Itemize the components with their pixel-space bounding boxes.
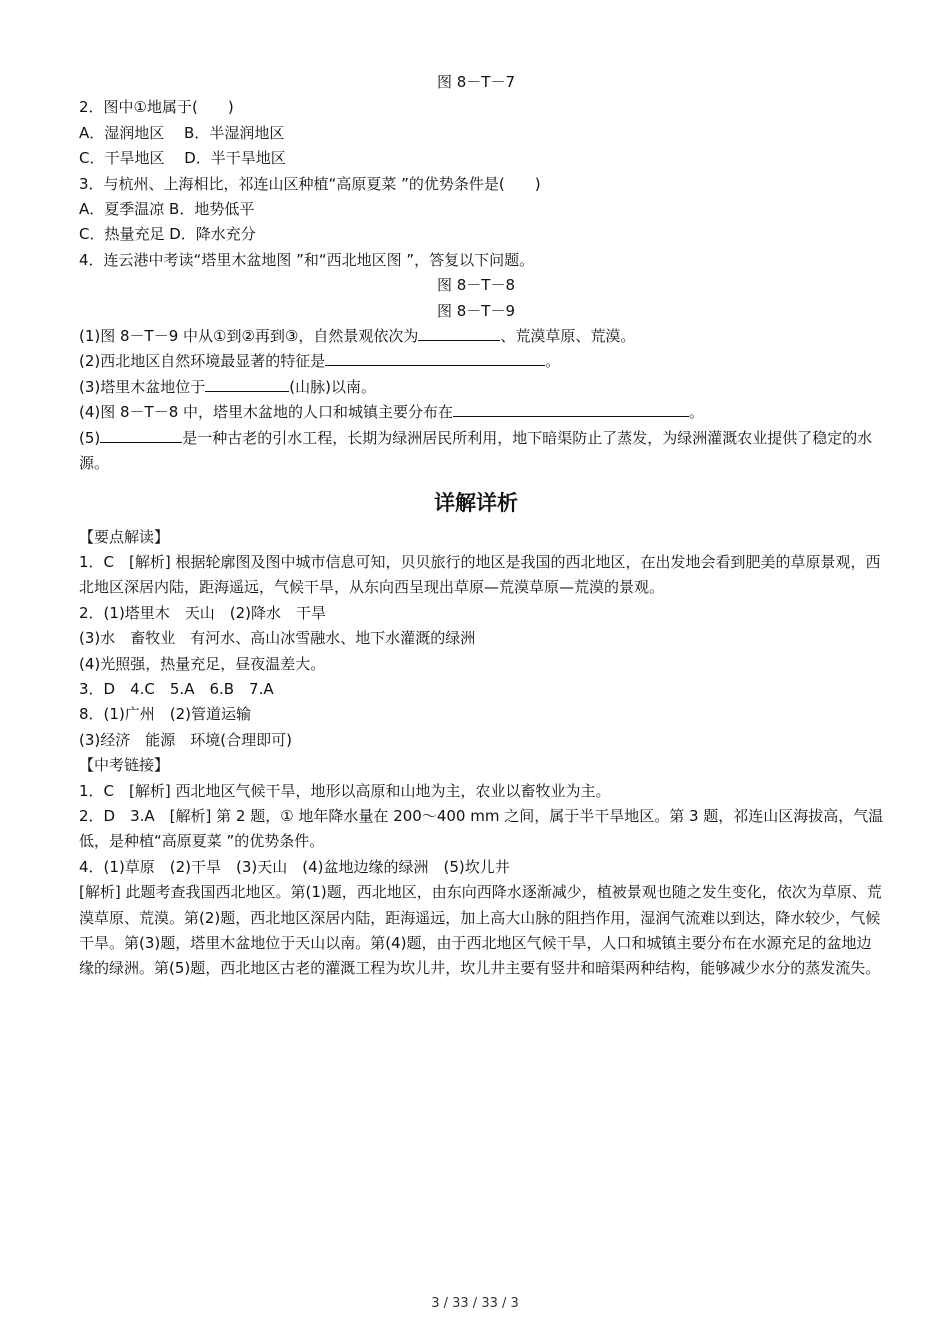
figure-caption: 图 8－T－7 [436, 73, 516, 91]
figure-caption: 图 8－T－8 [436, 276, 516, 295]
answer-8-3: (3)经济 能源 环境(合理即可) [79, 730, 292, 749]
question-4-4: (4)图 8－T－8 中，塔里木盆地的人口和城镇主要分布在 。 [79, 403, 705, 422]
exam-answer-4: 4．(1)草原 (2)干旱 (3)天山 (4)盆地边缘的绿洲 (5)坎儿井 [79, 857, 510, 876]
question-2-options-cd: C．干旱地区 D．半干旱地区 [79, 149, 286, 168]
answer-blank [205, 377, 289, 392]
answer-2-3: (3)水 畜牧业 有河水、高山冰雪融水、地下水灌溉的绿洲 [79, 629, 476, 648]
page-content [68, 70, 884, 982]
answer-1: 1．C [解析] 根据轮廓图及图中城市信息可知，贝贝旅行的地区是我国的西北地区，在出发地会看到肥美的草原景观，西北地区深居内陆，距海遥远，气候干旱，从东向西呈现出草原—荒漠草原—荒漠的景观。 [79, 552, 881, 597]
answer-2: 2．(1)塔里木 天山 (2)降水 干旱 [79, 603, 327, 622]
figure-caption: 图 8－T－9 [436, 301, 516, 320]
question-4-3: (3)塔里木盆地位于 (山脉)以南。 [79, 377, 376, 396]
page-number: 3 / 33 / 33 / 3 [431, 1296, 519, 1311]
question-4-1: (1)图 8－T－9 中从①到②再到③，自然景观依次为 、荒漠草原、荒漠。 [79, 327, 636, 346]
answer-8: 8．(1)广州 (2)管道运输 [79, 705, 252, 724]
section-heading: 【要点解读】 [79, 527, 170, 546]
answer-blank [100, 428, 182, 443]
question-4-2: (2)西北地区自然环境最显著的特征是 。 [79, 352, 561, 371]
question-2-options-ab: A．湿润地区 B．半湿润地区 [79, 123, 285, 142]
exam-answer-1: 1．C [解析] 西北地区气候干旱，地形以高原和山地为主，农业以畜牧业为主。 [79, 781, 611, 800]
answer-blank [418, 326, 500, 341]
answers-title: 详解详析 [434, 490, 518, 515]
question-3: 3．与杭州、上海相比，祁连山区种植“高原夏菜 ”的优势条件是( ) [79, 174, 541, 193]
question-2: 2．图中①地属于( ) [79, 98, 234, 117]
answer-blank [453, 402, 689, 417]
question-3-options-cd: C．热量充足 D．降水充分 [79, 225, 256, 244]
exam-answer-2-3: 2．D 3.A [解析] 第 2 题，① 地年降水量在 200～400 mm 之间，属于半干旱地区。第 3 题，祁连山区海拔高，气温低，是种植“高原夏菜 ”的优势条件。 [79, 806, 884, 851]
question-3-options-ab: A．夏季温凉 B．地势低平 [79, 200, 255, 219]
section-heading: 【中考链接】 [79, 756, 170, 775]
answer-2-4: (4)光照强，热量充足，昼夜温差大。 [79, 654, 326, 673]
answer-blank [325, 351, 545, 366]
question-4: 4．连云港中考读“塔里木盆地图 ”和“西北地区图 ”，答复以下问题。 [79, 250, 535, 269]
exam-answer-4-explanation: [解析] 此题考查我国西北地区。第(1)题，西北地区，由东向西降水逐渐减少，植被景观也随之发生变化，依次为草原、荒漠草原、荒漠。第(2)题，西北地区深居内陆，距海遥远，加上高大山脉的阻挡作用，湿润气流难以到达，降水较少，气候干旱。第(3)题，塔里木盆地位于天山以南。第(4)题，由于西北地区气候干旱，人口和城镇主要分布在水源充足的盆地边缘的绿洲。第(5)题，西北地区古老的灌溉工程为坎儿井，坎儿井主要有竖井和暗渠两种结构，能够减少水分的蒸发流失。 [79, 883, 882, 978]
answer-3-7: 3．D 4.C 5.A 6.B 7.A [79, 679, 274, 698]
question-4-5: (5) 是一种古老的引水工程，长期为绿洲居民所利用，地下暗渠防止了蒸发，为绿洲灌溉农业提供了稳定的水源。 [79, 428, 873, 473]
